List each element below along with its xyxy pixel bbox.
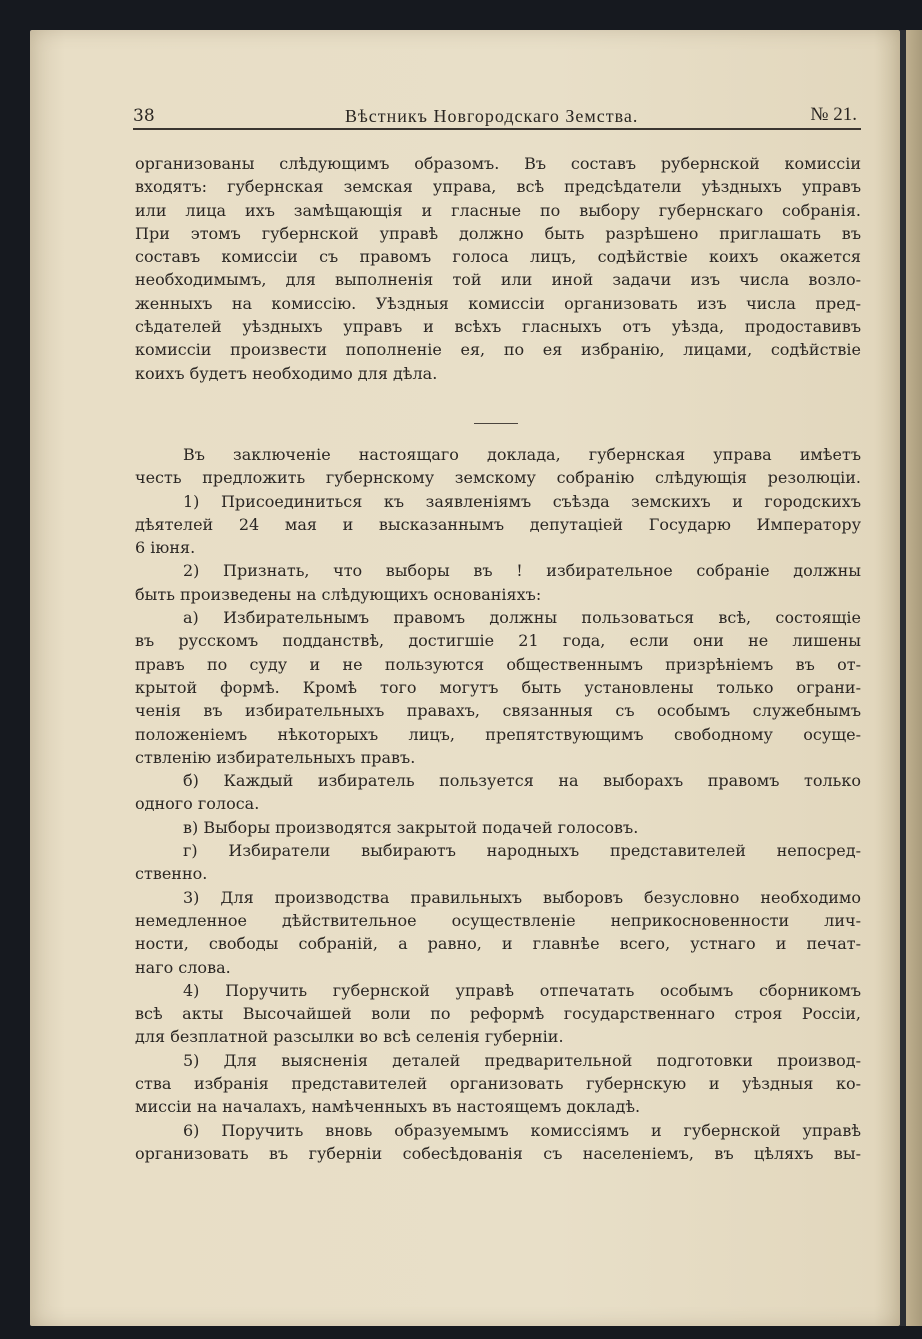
- text-line: правъ по суду и не пользуются общественнымъ призрѣніемъ въ от-: [135, 654, 861, 674]
- text-line: ствленію избирательныхъ правъ.: [135, 747, 416, 767]
- text-line: комиссіи произвести пополненіе ея, по ея избранію, лицами, содѣйствіе: [135, 340, 861, 360]
- issue-number: № 21.: [810, 104, 857, 125]
- text-line: честь предложить губернскому земскому собранію слѣдующія резолюціи.: [135, 468, 861, 488]
- text-line: организованы слѣдующимъ образомъ. Въ составъ рубернской комиссіи: [135, 154, 861, 173]
- text-line: коихъ будетъ необходимо для дѣла.: [135, 363, 438, 383]
- text-line: При этомъ губернской управѣ должно быть разрѣшено приглашать въ: [135, 223, 861, 243]
- resolutions-section: [135, 443, 861, 1165]
- text-line: 5) Для выясненія деталей предварительной подготовки производ-: [183, 1050, 861, 1070]
- text-line: одного голоса.: [135, 794, 260, 814]
- text-line: 3) Для производства правильныхъ выборовъ безусловно необходимо: [183, 887, 861, 907]
- running-header: [133, 100, 861, 130]
- header-rule: [133, 128, 861, 130]
- text-line: дѣятелей 24 мая и высказаннымъ депутаціей Государю Императору: [135, 514, 861, 534]
- text-line: крытой формѣ. Кромѣ того могутъ быть установлены только ограни-: [135, 677, 861, 697]
- text-line: 6) Поручить вновь образуемымъ комиссіямъ и губернской управѣ: [183, 1120, 861, 1140]
- text-line: сѣдателей уѣздныхъ управъ и всѣхъ гласныхъ отъ уѣзда, продоставивъ: [135, 317, 861, 337]
- page-number: 38: [133, 106, 155, 126]
- text-line: 4) Поручить губернской управѣ отпечатать особымъ сборникомъ: [183, 980, 861, 1000]
- section-separator: [474, 423, 518, 424]
- text-line: 6 іюня.: [135, 538, 196, 558]
- text-line: женныхъ на комиссію. Уѣздныя комиссіи организовать изъ числа пред-: [135, 293, 861, 313]
- text-line: б) Каждый избиратель пользуется на выборахъ правомъ только: [183, 771, 861, 791]
- text-line: составъ комиссіи съ правомъ голоса лицъ, содѣйствіе коихъ окажется: [135, 247, 861, 267]
- text-line: ности, свободы собраній, а равно, и главнѣе всего, устнаго и печат-: [135, 934, 861, 954]
- text-line: необходимымъ, для выполненія той или иной задачи изъ числа возло-: [135, 270, 861, 290]
- text-line: ства избранія представителей организовать губернскую и уѣздныя ко-: [135, 1074, 861, 1094]
- text-line: ственно.: [135, 864, 208, 884]
- text-line: г) Избиратели выбираютъ народныхъ представителей непосред-: [183, 841, 861, 861]
- text-line: ченія въ избирательныхъ правахъ, связанныя съ особымъ служебнымъ: [135, 701, 861, 721]
- text-line: входятъ: губернская земская управа, всѣ предсѣдатели уѣздныхъ управъ: [135, 177, 861, 197]
- text-line: немедленное дѣйствительное осуществленіе неприкосновенности лич-: [135, 910, 861, 930]
- text-line: а) Избирательнымъ правомъ должны пользоваться всѣ, состоящіе: [183, 608, 861, 628]
- paragraph-commissions: [135, 152, 861, 385]
- text-line: для безплатной разсылки во всѣ селенія губерніи.: [135, 1027, 564, 1047]
- text-line: быть произведены на слѣдующихъ основаніяхъ:: [135, 584, 542, 604]
- text-line: въ русскомъ подданствѣ, достигшіе 21 года, если они не лишены: [135, 631, 861, 651]
- text-line: миссіи на началахъ, намѣченныхъ въ настоящемъ докладѣ.: [135, 1097, 641, 1117]
- text-line: 2) Признать, что выборы въ ! избирательное собраніе должны: [183, 561, 861, 581]
- text-line: положеніемъ нѣкоторыхъ лицъ, препятствующимъ свободному осуще-: [135, 724, 861, 744]
- text-line: всѣ акты Высочайшей воли по реформѣ государственнаго строя Россіи,: [135, 1004, 861, 1024]
- text-line: или лица ихъ замѣщающія и гласные по выбору губернскаго собранія.: [135, 200, 861, 220]
- text-line: наго слова.: [135, 957, 231, 977]
- text-line: в) Выборы производятся закрытой подачей голосовъ.: [183, 817, 639, 837]
- next-page-edge: [906, 30, 922, 1326]
- running-title: Вѣстникъ Новгородскаго Земства.: [345, 106, 639, 126]
- text-line: организовать въ губерніи собесѣдованія съ населеніемъ, въ цѣляхъ вы-: [135, 1143, 861, 1163]
- text-line: 1) Присоединиться къ заявленіямъ съѣзда земскихъ и городскихъ: [183, 491, 861, 511]
- text-line: Въ заключеніе настоящаго доклада, губернская управа имѣетъ: [183, 445, 861, 464]
